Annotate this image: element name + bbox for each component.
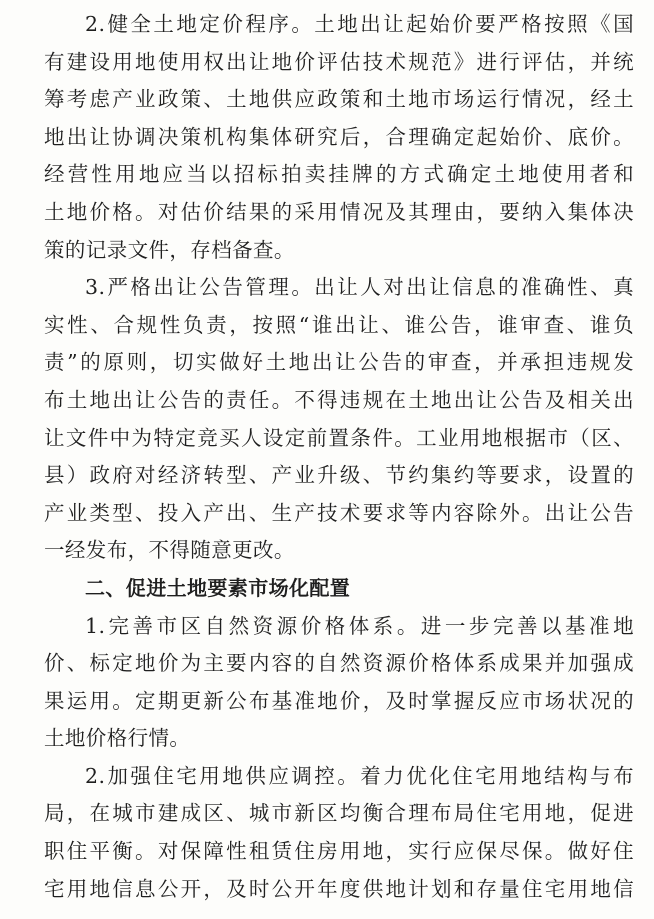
text-line: 地出让协调决策机构集体研究后，合理确定起始价、底价。: [44, 124, 634, 149]
text-line: 布土地出让公告的责任。不得违规在土地出让公告及相关出: [44, 387, 634, 412]
text-line: 2.健全土地定价程序。土地出让起始价要严格按照《国: [85, 12, 634, 36]
section-heading: [44, 570, 634, 608]
section-heading-text: 二、促进土地要素市场化配置: [85, 575, 351, 600]
paragraph-price-system: [44, 608, 634, 758]
text-line: 让文件中为特定竞买人设定前置条件。工业用地根据市（区、: [44, 425, 634, 450]
text-line: 有建设用地使用权出让地价评估技术规范》进行评估，并统: [44, 49, 634, 74]
text-line: 土地价格行情。: [44, 726, 191, 751]
text-line: 价、标定地价为主要内容的自然资源价格体系成果并加强成: [44, 651, 634, 676]
text-line: 一经发布，不得随意更改。: [44, 538, 295, 563]
text-line: 县）政府对经济转型、产业升级、节约集约等要求，设置的: [44, 463, 634, 488]
text-line: 土地价格。对估价结果的采用情况及其理由，要纳入集体决: [44, 199, 634, 224]
document-body: [44, 6, 634, 908]
text-line: 2.加强住宅用地供应调控。着力优化住宅用地结构与布: [85, 763, 634, 788]
paragraph-announcement-management: [44, 269, 634, 570]
text-line: 策的记录文件，存档备查。: [44, 237, 295, 262]
text-line: 筹考虑产业政策、土地供应政策和土地市场运行情况，经土: [44, 87, 634, 112]
text-line: 宅用地信息公开，及时公开年度供地计划和存量住宅用地信: [44, 876, 634, 901]
paragraph-residential-supply: [44, 758, 634, 908]
text-line: 局，在城市建成区、城市新区均衡合理布局住宅用地，促进: [44, 801, 634, 826]
text-line: 责”的原则，切实做好土地出让公告的审查，并承担违规发: [44, 350, 634, 375]
text-line: 3.严格出让公告管理。出让人对出让信息的准确性、真: [85, 275, 634, 300]
paragraph-land-pricing: [44, 6, 634, 269]
text-line: 经营性用地应当以招标拍卖挂牌的方式确定土地使用者和: [44, 162, 634, 187]
text-line: 果运用。定期更新公布基准地价，及时掌握反应市场状况的: [44, 688, 634, 713]
text-line: 1.完善市区自然资源价格体系。进一步完善以基准地: [85, 613, 634, 638]
text-line: 实性、合规性负责，按照“谁出让、谁公告，谁审查、谁负: [44, 312, 634, 337]
text-line: 职住平衡。对保障性租赁住房用地，实行应保尽保。做好住: [44, 839, 634, 864]
text-line: 产业类型、投入产出、生产技术要求等内容除外。出让公告: [44, 500, 634, 525]
